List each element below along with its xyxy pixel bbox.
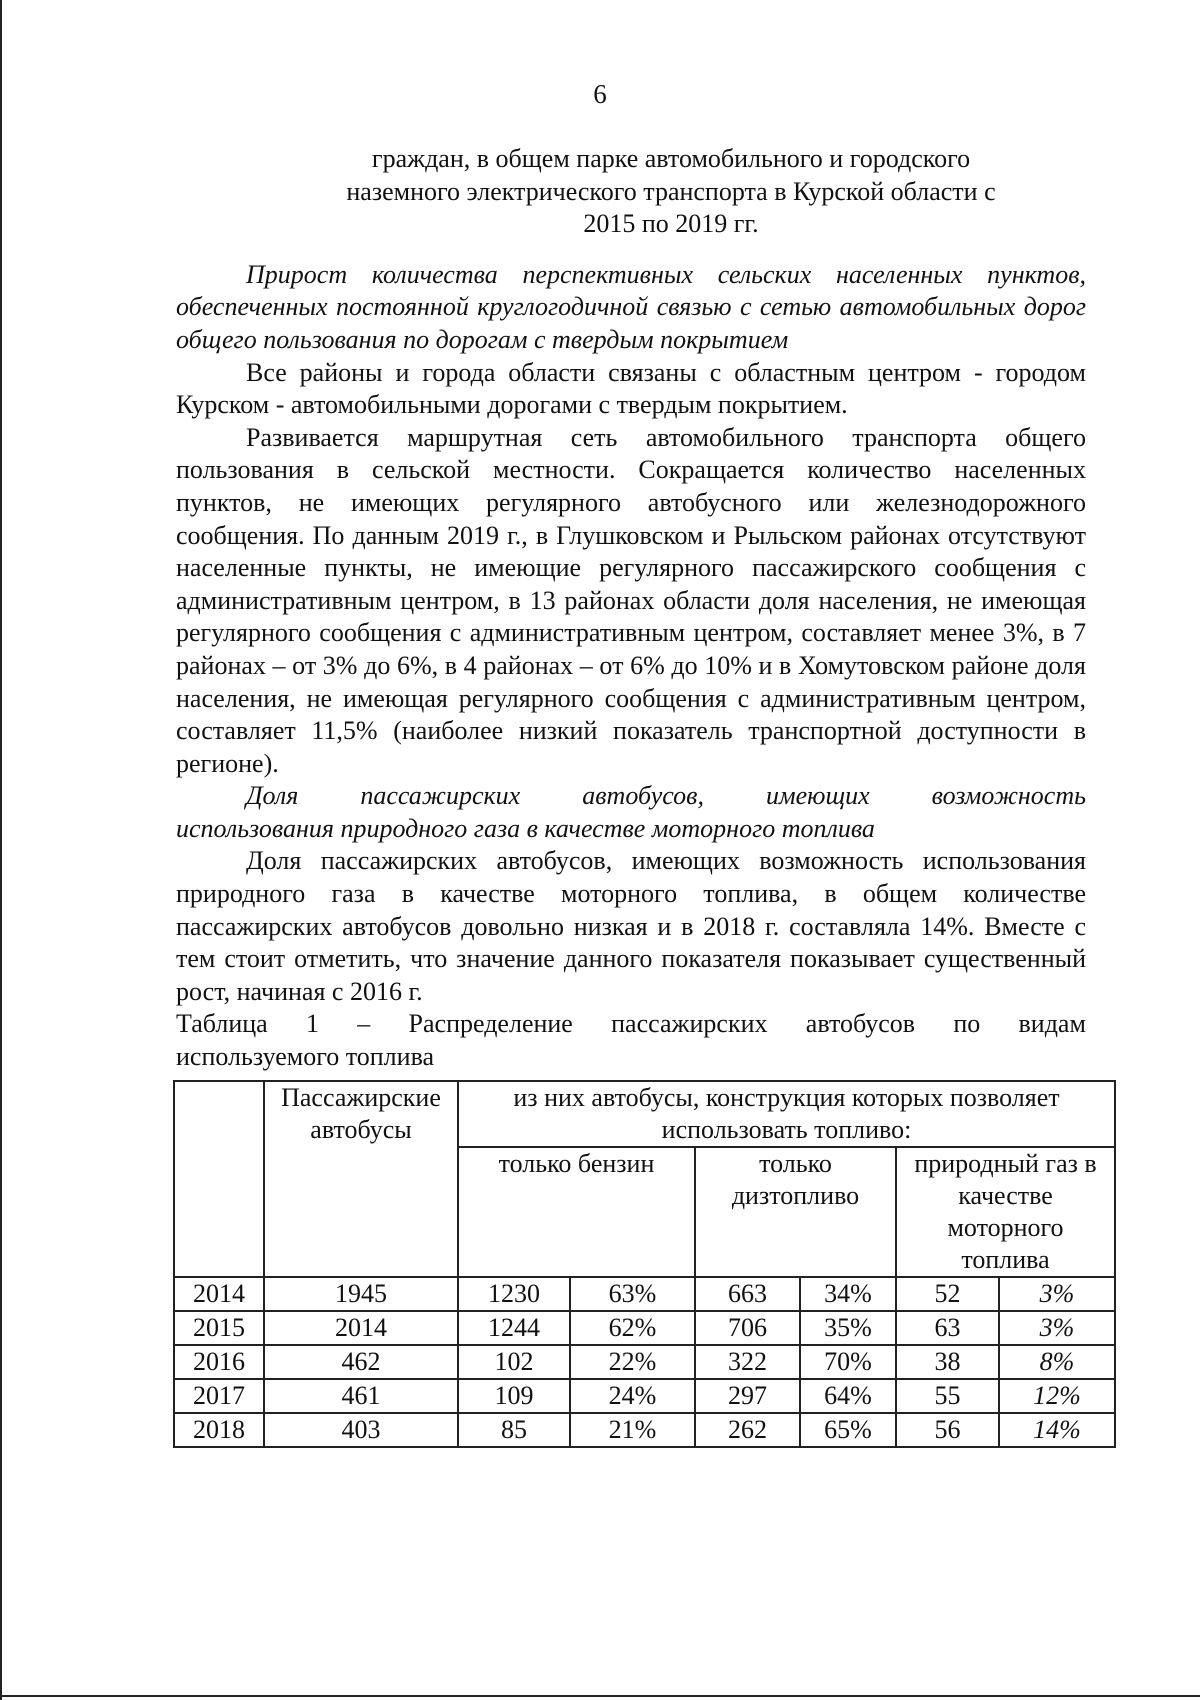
gas-share-cell: 3% bbox=[999, 1277, 1115, 1311]
year-cell: 2014 bbox=[174, 1277, 264, 1311]
gas-count-cell: 52 bbox=[896, 1277, 999, 1311]
petrol-count-cell: 102 bbox=[458, 1345, 570, 1379]
heading-line-1: граждан, в общем парке автомобильного и городского bbox=[371, 144, 971, 173]
diesel-count-cell: 297 bbox=[695, 1379, 800, 1413]
diesel-count-cell: 706 bbox=[695, 1311, 800, 1345]
petrol-count-cell: 1230 bbox=[458, 1277, 570, 1311]
petrol-count-cell: 85 bbox=[458, 1413, 570, 1447]
gas-count-cell: 63 bbox=[896, 1311, 999, 1345]
section-title-line-2: использования природного газа в качестве моторного топлива bbox=[176, 813, 875, 843]
petrol-count-cell: 1244 bbox=[458, 1311, 570, 1345]
gas-count-cell: 56 bbox=[896, 1413, 999, 1447]
header-natural-gas: природный газ в качестве моторного топлива bbox=[896, 1147, 1115, 1277]
table-row bbox=[174, 1413, 1115, 1447]
table-body bbox=[174, 1277, 1115, 1447]
paragraph-districts: Все районы и города области связаны с областным центром - городом Курском - автомобильными дорогами с твердым покрытием. bbox=[176, 357, 1086, 420]
table-row bbox=[174, 1311, 1115, 1345]
gas-count-cell: 38 bbox=[896, 1345, 999, 1379]
passenger-count-cell: 461 bbox=[264, 1379, 458, 1413]
heading-line-3: 2015 по 2019 гг. bbox=[583, 209, 759, 239]
paragraph-route-network: Развивается маршрутная сеть автомобильного транспорта общего пользования в сельской местности. Сокращается количество населенных пунктов, не имеющих регулярного автобусного или железнодорожного сообщения. По данным 2019 г., в Глушковском и Рыльском районах отсутствуют населенные пункты, не имеющие регулярного пассажирского сообщения с административным центром, в 13 районах области доля населения, не имеющая регулярного сообщения с административным центром, составляет менее 3%, в 7 районах – от 3% до 6%, в 4 районах – от 6% до 10% и в Хомутовском районе доля населения, не имеющая регулярного сообщения с административным центром, составляет 11,5% (наиболее низкий показатель транспортной доступности в регионе). bbox=[176, 422, 1086, 778]
gas-share-cell: 3% bbox=[999, 1311, 1115, 1345]
section-title-gas-buses bbox=[176, 780, 1086, 845]
heading-continued bbox=[176, 143, 1086, 241]
table-header-row bbox=[174, 1081, 1115, 1147]
bus-fuel-table bbox=[173, 1080, 1116, 1448]
header-passenger-buses: Пассажирские автобусы bbox=[264, 1081, 458, 1277]
scan-edge-left bbox=[0, 0, 2, 1700]
petrol-share-cell: 24% bbox=[570, 1379, 695, 1413]
diesel-share-cell: 65% bbox=[800, 1413, 896, 1447]
gas-share-cell: 8% bbox=[999, 1345, 1115, 1379]
petrol-share-cell: 21% bbox=[570, 1413, 695, 1447]
section-title-word: возможность bbox=[931, 781, 1086, 811]
gas-share-cell: 12% bbox=[999, 1379, 1115, 1413]
scan-edge-bottom bbox=[0, 1695, 1200, 1697]
year-cell: 2017 bbox=[174, 1379, 264, 1413]
header-diesel-only: только дизтопливо bbox=[695, 1147, 896, 1277]
table-row bbox=[174, 1277, 1115, 1311]
year-cell: 2018 bbox=[174, 1413, 264, 1447]
heading-line-2: наземного электрического транспорта в Курской области с bbox=[346, 176, 996, 206]
diesel-count-cell: 322 bbox=[695, 1345, 800, 1379]
caption-word: автобусов bbox=[805, 1009, 916, 1039]
caption-word: по bbox=[953, 1009, 981, 1039]
section-title-word: имеющих bbox=[765, 781, 870, 811]
header-fuel-group: из них автобусы, конструкция которых позволяет использовать топливо: bbox=[458, 1081, 1115, 1147]
gas-share-cell: 14% bbox=[999, 1413, 1115, 1447]
petrol-share-cell: 63% bbox=[570, 1277, 695, 1311]
table-row bbox=[174, 1379, 1115, 1413]
year-cell: 2016 bbox=[174, 1345, 264, 1379]
petrol-count-cell: 109 bbox=[458, 1379, 570, 1413]
header-petrol-only: только бензин bbox=[458, 1147, 695, 1277]
caption-word: – bbox=[357, 1009, 371, 1039]
caption-word: 1 bbox=[305, 1009, 319, 1039]
passenger-count-cell: 403 bbox=[264, 1413, 458, 1447]
diesel-share-cell: 64% bbox=[800, 1379, 896, 1413]
diesel-count-cell: 663 bbox=[695, 1277, 800, 1311]
page-number: 6 bbox=[593, 79, 607, 109]
caption-line-2: используемого топлива bbox=[176, 1042, 435, 1072]
section-title-word: Доля bbox=[246, 781, 299, 811]
petrol-share-cell: 62% bbox=[570, 1311, 695, 1345]
passenger-count-cell: 1945 bbox=[264, 1277, 458, 1311]
table-row bbox=[174, 1345, 1115, 1379]
passenger-count-cell: 2014 bbox=[264, 1311, 458, 1345]
header-corner bbox=[174, 1081, 264, 1277]
section-title-word: автобусов, bbox=[582, 781, 704, 811]
section-title-word: пассажирских bbox=[360, 781, 521, 811]
caption-word: видам bbox=[1018, 1009, 1086, 1039]
passenger-count-cell: 462 bbox=[264, 1345, 458, 1379]
section-title-rural-roads: Прирост количества перспективных сельских населенных пунктов, обеспеченных постоянной круглогодичной связью с сетью автомобильных дорог общего пользования по дорогам с твердым покрытием bbox=[176, 259, 1086, 354]
gas-count-cell: 55 bbox=[896, 1379, 999, 1413]
diesel-count-cell: 262 bbox=[695, 1413, 800, 1447]
diesel-share-cell: 34% bbox=[800, 1277, 896, 1311]
caption-word: Распределение bbox=[408, 1009, 573, 1039]
caption-word: Таблица bbox=[176, 1009, 268, 1039]
paragraph-gas-share: Доля пассажирских автобусов, имеющих возможность использования природного газа в качестве моторного топлива, в общем количестве пассажирских автобусов довольно низкая и в 2018 г. составляла 14%. Вместе с тем стоит отметить, что значение данного показателя показывает существенный рост, начиная с 2016 г. bbox=[176, 846, 1086, 1006]
diesel-share-cell: 70% bbox=[800, 1345, 896, 1379]
diesel-share-cell: 35% bbox=[800, 1311, 896, 1345]
petrol-share-cell: 22% bbox=[570, 1345, 695, 1379]
caption-word: пассажирских bbox=[611, 1009, 768, 1039]
table-caption bbox=[176, 1008, 1086, 1073]
document-body bbox=[176, 143, 1086, 1074]
year-cell: 2015 bbox=[174, 1311, 264, 1345]
